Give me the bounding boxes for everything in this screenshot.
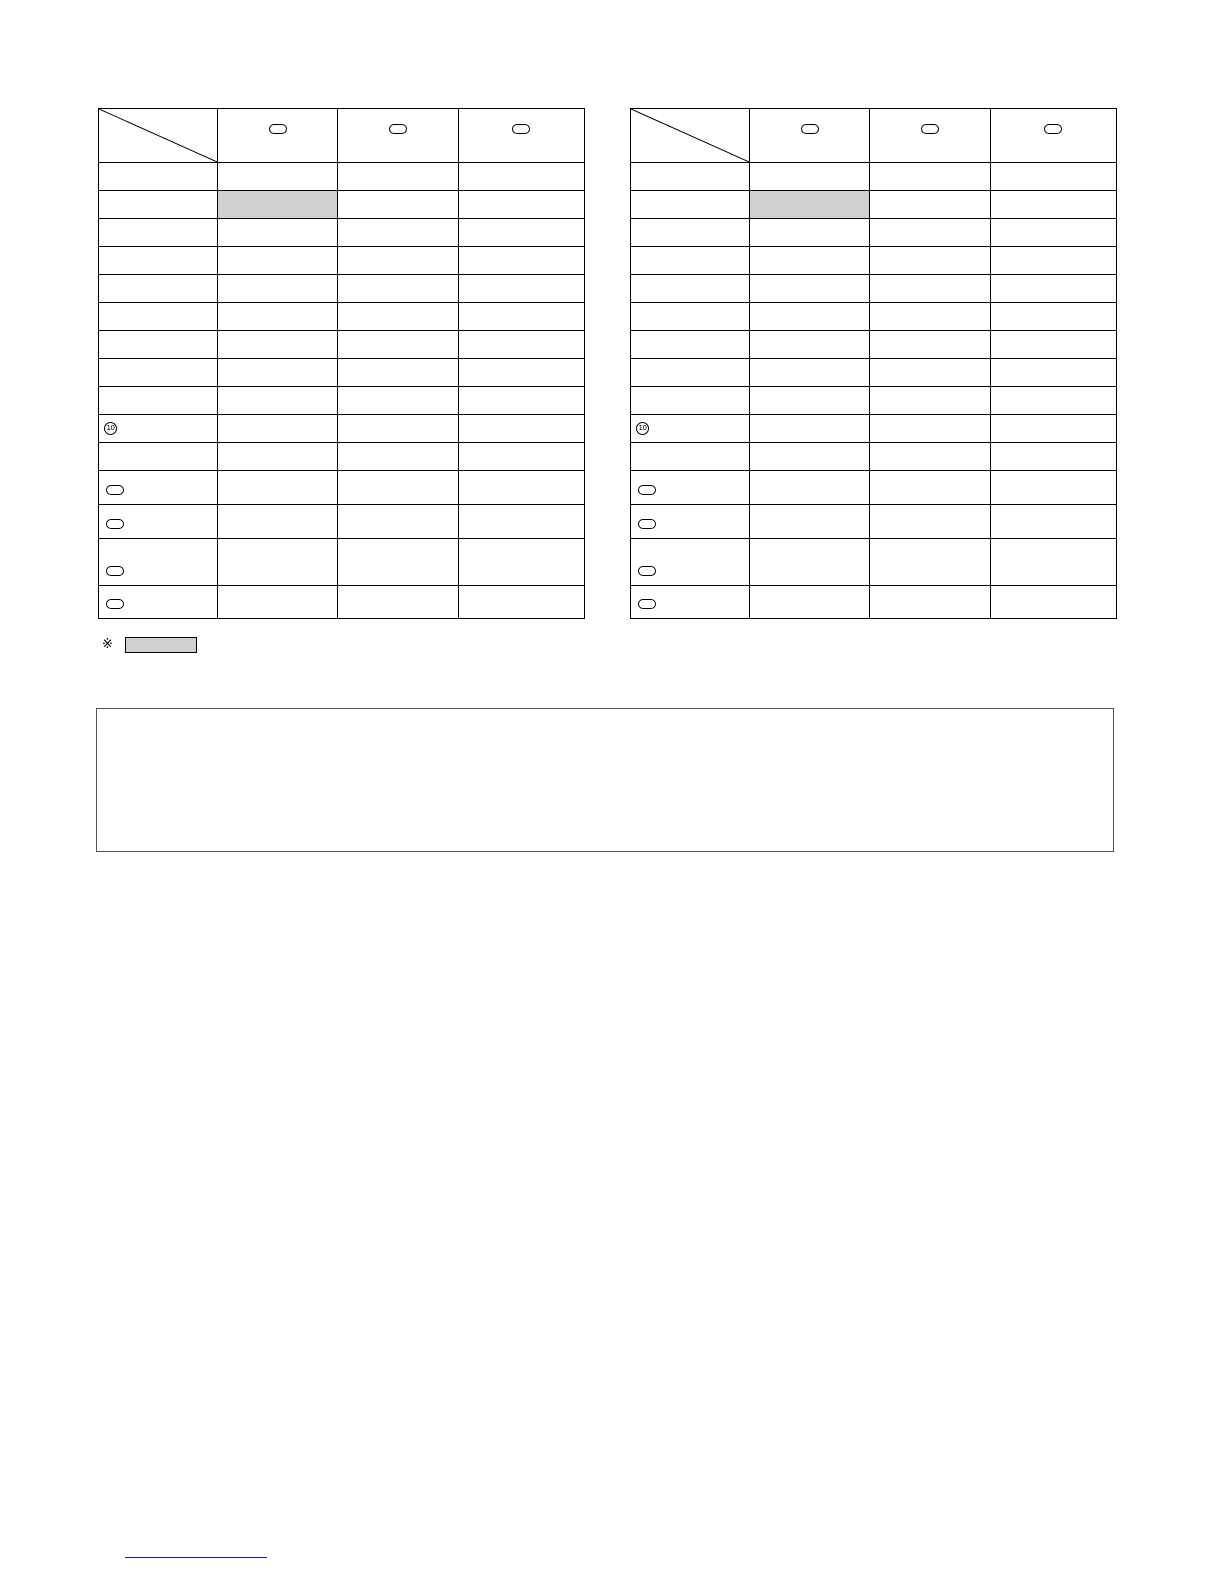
table-cell (458, 275, 584, 303)
legend-shade-swatch (125, 637, 197, 653)
table-row (99, 303, 585, 331)
table-cell (631, 191, 750, 219)
table-cell (750, 387, 870, 415)
table-cell (458, 586, 584, 619)
shaded-cell (750, 191, 870, 219)
table-cell (218, 443, 338, 471)
table-cell (458, 331, 584, 359)
table-cell (458, 539, 584, 586)
table-cell (458, 303, 584, 331)
table-cell (338, 247, 458, 275)
table-cell (338, 505, 458, 539)
key-button-icon (512, 124, 530, 134)
table-cell (750, 163, 870, 191)
table-row (99, 359, 585, 387)
table-cell (990, 471, 1116, 505)
table-cell (99, 331, 218, 359)
table-cell (750, 219, 870, 247)
table-cell (99, 471, 218, 505)
table-row (631, 303, 1117, 331)
table-cell (458, 219, 584, 247)
key-button-icon (106, 519, 124, 529)
table-row (99, 586, 585, 619)
column-header-1 (750, 109, 870, 163)
shaded-cell (218, 191, 338, 219)
table-cell (338, 387, 458, 415)
table-row (99, 247, 585, 275)
diagonal-line (631, 109, 749, 162)
table-row (99, 539, 585, 586)
table-cell (338, 359, 458, 387)
table-cell (870, 247, 990, 275)
table-row (631, 331, 1117, 359)
table-cell (338, 219, 458, 247)
table-cell (750, 247, 870, 275)
table-cell (218, 471, 338, 505)
table-cell (990, 247, 1116, 275)
table-cell (631, 163, 750, 191)
column-header-3 (458, 109, 584, 163)
table-header-row (631, 109, 1117, 163)
table-cell (990, 191, 1116, 219)
table-right (630, 108, 1117, 619)
table-cell (338, 415, 458, 443)
key-button-icon (921, 124, 939, 134)
table-row (99, 443, 585, 471)
table-row (631, 191, 1117, 219)
table-row (99, 415, 585, 443)
table-cell (990, 163, 1116, 191)
table-cell (870, 359, 990, 387)
table-row (631, 443, 1117, 471)
table-cell (458, 443, 584, 471)
table-cell (870, 163, 990, 191)
table-cell (99, 219, 218, 247)
table-cell (631, 247, 750, 275)
table-cell (870, 586, 990, 619)
table-cell (870, 505, 990, 539)
table-cell (750, 275, 870, 303)
table-cell (99, 539, 218, 586)
table-row (631, 247, 1117, 275)
table-cell (631, 359, 750, 387)
table-cell (750, 443, 870, 471)
circled-number-icon: 10 (636, 422, 649, 435)
table-cell (990, 505, 1116, 539)
table-row (631, 539, 1117, 586)
table-cell (218, 303, 338, 331)
table-cell (99, 415, 218, 443)
table-cell (990, 331, 1116, 359)
table-cell (750, 415, 870, 443)
table-cell (870, 415, 990, 443)
table-cell (218, 539, 338, 586)
table-cell (458, 191, 584, 219)
table-row (631, 359, 1117, 387)
table-cell (631, 539, 750, 586)
table-cell (458, 247, 584, 275)
circled-number-icon: 10 (104, 422, 117, 435)
table-row (631, 275, 1117, 303)
table-cell (338, 275, 458, 303)
key-button-icon (269, 124, 287, 134)
key-button-icon (106, 485, 124, 495)
table-cell (99, 387, 218, 415)
note-box (96, 708, 1114, 852)
table-cell (338, 303, 458, 331)
table-row (631, 163, 1117, 191)
table-cell (631, 505, 750, 539)
table-cell (218, 359, 338, 387)
table-cell (338, 331, 458, 359)
table-cell (750, 331, 870, 359)
table-cell (990, 303, 1116, 331)
table-cell (458, 387, 584, 415)
table-row (99, 163, 585, 191)
table-left (98, 108, 585, 619)
table-cell (338, 539, 458, 586)
key-button-icon (638, 566, 656, 576)
table-cell (750, 359, 870, 387)
table-cell (990, 219, 1116, 247)
table-row (99, 219, 585, 247)
column-header-3 (990, 109, 1116, 163)
table-cell (870, 443, 990, 471)
footer-rule (125, 1557, 267, 1558)
table-cell (218, 275, 338, 303)
table-cell (99, 275, 218, 303)
key-button-icon (638, 519, 656, 529)
table-cell (218, 415, 338, 443)
table-cell (631, 586, 750, 619)
table-row (631, 387, 1117, 415)
table-cell (990, 415, 1116, 443)
table-cell (750, 505, 870, 539)
table-cell (99, 586, 218, 619)
table-row (631, 586, 1117, 619)
table-cell (870, 539, 990, 586)
table-cell (218, 505, 338, 539)
table-cell (99, 191, 218, 219)
table-cell (870, 471, 990, 505)
table-cell (870, 331, 990, 359)
table-row (631, 219, 1117, 247)
table-cell (631, 303, 750, 331)
table-row (99, 387, 585, 415)
table-cell (218, 219, 338, 247)
diagonal-line (99, 109, 217, 162)
table-cell (218, 247, 338, 275)
key-button-icon (638, 485, 656, 495)
table-cell (750, 539, 870, 586)
table-row (631, 415, 1117, 443)
key-button-icon (106, 599, 124, 609)
table-row (99, 505, 585, 539)
key-button-icon (1044, 124, 1062, 134)
table-cell (338, 471, 458, 505)
table-cell (338, 443, 458, 471)
table-cell (458, 505, 584, 539)
table-cell (750, 471, 870, 505)
table-cell (990, 387, 1116, 415)
table-cell (218, 163, 338, 191)
table-cell (631, 387, 750, 415)
table-cell (631, 471, 750, 505)
table-cell (631, 219, 750, 247)
table-cell (218, 387, 338, 415)
table-row (99, 191, 585, 219)
table-cell (99, 443, 218, 471)
diagonal-corner-cell (631, 109, 750, 163)
table-cell (631, 275, 750, 303)
table-row (631, 505, 1117, 539)
table-row (631, 471, 1117, 505)
reference-mark: ※ (102, 637, 113, 652)
table-cell (218, 331, 338, 359)
table-row (99, 471, 585, 505)
table-cell (99, 303, 218, 331)
table-cell (458, 471, 584, 505)
table-cell (99, 359, 218, 387)
table-row (99, 331, 585, 359)
table-cell (338, 586, 458, 619)
key-button-icon (638, 599, 656, 609)
table-cell (870, 303, 990, 331)
table-cell (218, 586, 338, 619)
table-header-row (99, 109, 585, 163)
column-header-2 (338, 109, 458, 163)
table-cell (99, 505, 218, 539)
column-header-1 (218, 109, 338, 163)
key-button-icon (389, 124, 407, 134)
table-cell (990, 359, 1116, 387)
table-cell (990, 539, 1116, 586)
key-button-icon (801, 124, 819, 134)
table-cell (870, 219, 990, 247)
table-cell (990, 586, 1116, 619)
table-cell (870, 387, 990, 415)
table-cell (990, 443, 1116, 471)
table-cell (631, 415, 750, 443)
table-cell (870, 191, 990, 219)
table-cell (750, 303, 870, 331)
table-cell (99, 247, 218, 275)
table-cell (338, 191, 458, 219)
table-cell (750, 586, 870, 619)
table-cell (870, 275, 990, 303)
table-cell (631, 443, 750, 471)
diagonal-corner-cell (99, 109, 218, 163)
table-cell (99, 163, 218, 191)
column-header-2 (870, 109, 990, 163)
table-cell (458, 415, 584, 443)
table-cell (338, 163, 458, 191)
table-cell (458, 359, 584, 387)
table-row (99, 275, 585, 303)
table-cell (990, 275, 1116, 303)
table-cell (631, 331, 750, 359)
table-cell (458, 163, 584, 191)
key-button-icon (106, 566, 124, 576)
